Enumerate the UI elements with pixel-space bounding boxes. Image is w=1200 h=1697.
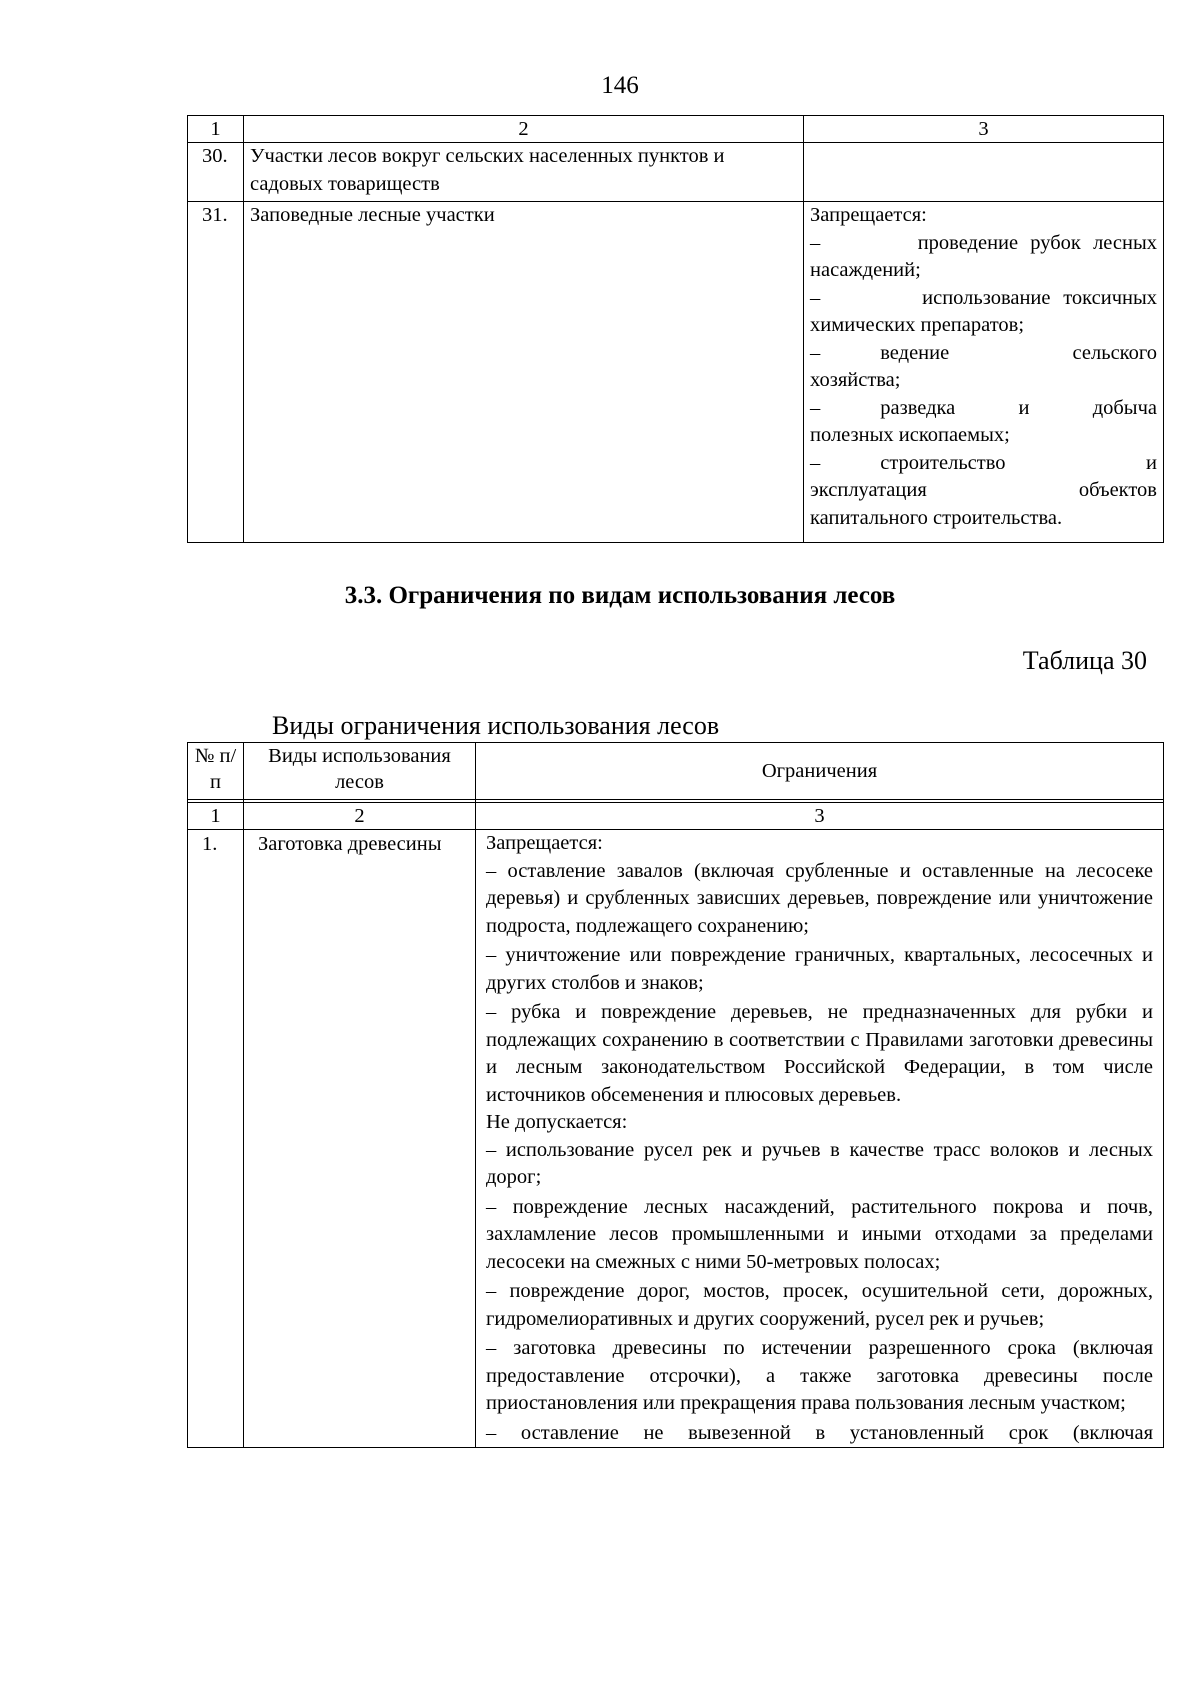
table-header-numbers: [188, 116, 1164, 143]
restrictions-table-continued: [187, 115, 1164, 543]
dash: –: [810, 451, 821, 474]
restriction-item: [810, 230, 1157, 285]
restriction-item: [810, 285, 1157, 340]
forest-use-restrictions-table: [187, 742, 1164, 1448]
restriction-item: – оставление завалов (включая срубленные и оставленные на лесосеке деревья) и срубленных зависших деревьев, повреждение или уничтожение подроста, подлежащего сохранению;: [486, 859, 1153, 937]
dash: –: [810, 286, 821, 309]
table-row: [188, 143, 1164, 202]
dash: –: [810, 341, 821, 364]
restriction-item: – рубка и повреждение деревьев, не предназначенных для рубки и подлежащих сохранению в соответствии с Правилами заготовки древесины и лесным законодательством Российской Федерации, в том числе источников обсеменения и плюсовых деревьев.: [486, 1001, 1153, 1106]
restriction-text: химических препаратов;: [810, 314, 1025, 336]
restriction-text: хозяйства;: [810, 369, 901, 391]
table-row: [188, 202, 1164, 543]
row-number: 30.: [188, 143, 244, 202]
header-col-2: 2: [244, 116, 804, 143]
row-number: 31.: [188, 202, 244, 543]
row-restrictions: [476, 830, 1164, 1448]
restriction-item: – оставление не вывезенной в установленный срок (включая: [486, 1421, 1153, 1444]
row-restrictions: [804, 202, 1164, 543]
page-number: 146: [601, 72, 639, 99]
restriction-text: использование токсичных: [922, 286, 1157, 309]
restriction-item: – повреждение лесных насаждений, растительного покрова и почв, захламление лесов промышленными и иными отходами за пределами лесосеки на смежных с ними 50-метровых полосах;: [486, 1195, 1153, 1273]
prohibited-title: Запрещается:: [486, 832, 603, 854]
table-caption: Виды ограничения использования лесов: [272, 711, 720, 740]
table-row: [188, 830, 1164, 1448]
header-col-3: 3: [476, 803, 1164, 830]
restriction-item: – ведение сельского хозяйства;: [810, 340, 1157, 395]
restriction-text: проведение рубок лесных: [917, 231, 1158, 254]
restriction-text: насаждений;: [810, 259, 921, 281]
not-allowed-title: Не допускается:: [486, 1111, 628, 1133]
restriction-item: – использование русел рек и ручьев в качестве трасс волоков и лесных дорог;: [486, 1138, 1153, 1188]
header-use-kind: Виды использования лесов: [244, 743, 476, 800]
restriction-text: капитального строительства.: [810, 506, 1063, 529]
header-number: № п/п: [188, 743, 244, 800]
restriction-item: – разведка и добыча полезных ископаемых;: [810, 395, 1157, 450]
restriction-item: – строительство и эксплуатация объектов капитального строительства.: [810, 450, 1157, 533]
header-restrictions: Ограничения: [476, 743, 1164, 800]
table-label: Таблица 30: [1022, 646, 1147, 675]
header-col-2: 2: [244, 803, 476, 830]
table-header: [188, 743, 1164, 800]
row-use-kind: Заготовка древесины: [244, 830, 476, 1448]
row-name: Участки лесов вокруг сельских населенных пунктов и садовых товариществ: [244, 143, 804, 202]
restriction-item: – заготовка древесины по истечении разрешенного срока (включая предоставление отсрочки), а также заготовка древесины после приостановления или прекращения права пользования лесным участком;: [486, 1337, 1153, 1414]
section-title: 3.3. Ограничения по видам использования лесов: [344, 582, 896, 609]
row-number: 1.: [188, 830, 244, 1448]
header-col-1: 1: [188, 803, 244, 830]
row-restrictions: [804, 143, 1164, 202]
header-col-1: 1: [188, 116, 244, 143]
dash: –: [810, 231, 821, 254]
restriction-item: – уничтожение или повреждение граничных, квартальных, лесосечных и других столбов и знаков;: [486, 944, 1153, 994]
restrictions-title: Запрещается:: [810, 204, 927, 226]
restriction-item: – повреждение дорог, мостов, просек, осушительной сети, дорожных, гидромелиоративных и других сооружений, русел рек и ручьев;: [486, 1280, 1153, 1330]
restriction-text: полезных ископаемых;: [810, 424, 1010, 446]
row-name: Заповедные лесные участки: [244, 202, 804, 543]
table-header-numbers: [188, 803, 1164, 830]
dash: –: [810, 396, 821, 419]
header-col-3: 3: [804, 116, 1164, 143]
